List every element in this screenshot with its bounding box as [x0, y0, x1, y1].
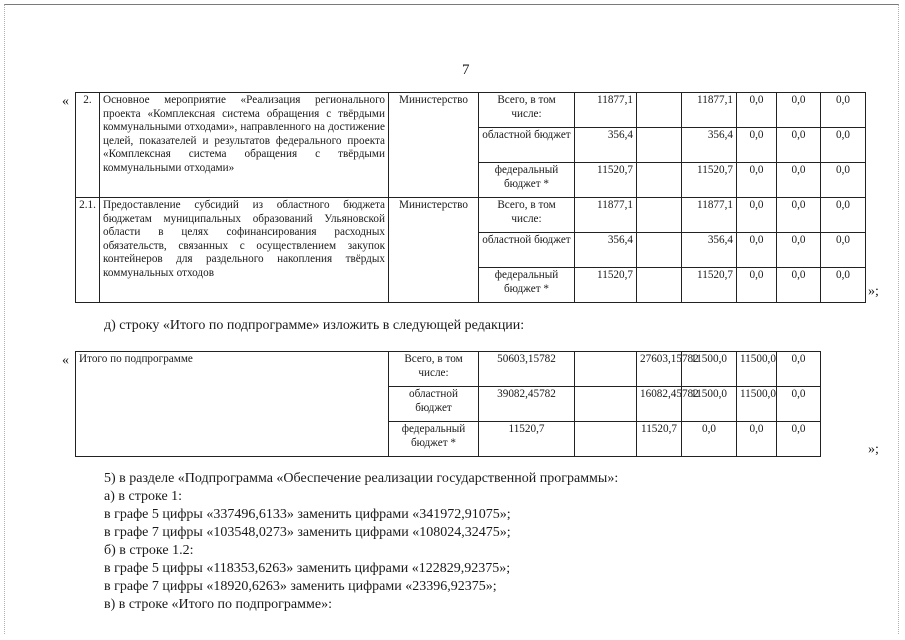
cell-year-3: 0,0	[737, 198, 777, 233]
cell-year-1	[575, 422, 637, 457]
cell-year-5: 0,0	[821, 93, 866, 128]
paragraph-line: а) в строке 1:	[104, 489, 183, 504]
cell-year-5: 0,0	[821, 233, 866, 268]
cell-year-1	[637, 93, 682, 128]
funding-source: областной бюджет	[479, 233, 575, 268]
cell-year-2: 11520,7	[682, 268, 737, 303]
cell-year-5: 0,0	[821, 198, 866, 233]
row-description: Предоставление субсидий из областного бюджета бюджетам муниципальных образований Ульяновской области в целях софинансирования расходных обязательств, связанных с осуществлением закупок контейнеров для раздельного накопления твёрдых коммунальных отходов	[100, 198, 389, 303]
cell-total: 11877,1	[575, 198, 637, 233]
page-number: 7	[462, 62, 470, 78]
cell-year-2: 16082,45782	[637, 387, 682, 422]
paragraph-line: в графе 5 цифры «118353,6263» заменить цифрами «122829,92375»;	[104, 561, 511, 576]
cell-year-4: 0,0	[737, 422, 777, 457]
cell-year-3: 0,0	[737, 128, 777, 163]
row-number: 2.	[76, 93, 100, 198]
program-table	[75, 92, 866, 303]
cell-year-1	[575, 387, 637, 422]
cell-year-5: 0,0	[777, 387, 821, 422]
row-number: 2.1.	[76, 198, 100, 303]
cell-year-3: 11500,0	[682, 387, 737, 422]
funding-source: федеральный бюджет *	[479, 163, 575, 198]
paragraph-line: в графе 7 цифры «103548,0273» заменить цифрами «108024,32475»;	[104, 525, 511, 540]
cell-year-5: 0,0	[777, 422, 821, 457]
close-quote: »;	[868, 442, 879, 457]
row-executor: Министерство	[389, 198, 479, 303]
table-row	[76, 352, 866, 387]
cell-year-2: 356,4	[682, 128, 737, 163]
cell-year-2: 27603,15782	[637, 352, 682, 387]
cell-year-4: 11500,0	[737, 387, 777, 422]
row-executor: Министерство	[389, 93, 479, 198]
funding-source: областной бюджет	[389, 387, 479, 422]
cell-year-3: 0,0	[737, 233, 777, 268]
funding-source: Всего, в том числе:	[389, 352, 479, 387]
paragraph-line: в) в строке «Итого по подпрограмме»:	[104, 597, 332, 612]
open-quote: «	[62, 94, 69, 109]
cell-year-5: 0,0	[821, 128, 866, 163]
cell-year-3: 11500,0	[682, 352, 737, 387]
subtotal-label: Итого по подпрограмме	[76, 352, 389, 457]
cell-year-5: 0,0	[821, 163, 866, 198]
cell-year-1	[637, 163, 682, 198]
cell-year-5: 0,0	[821, 268, 866, 303]
subtotal-table	[75, 351, 866, 457]
cell-year-3: 0,0	[682, 422, 737, 457]
cell-year-1	[575, 352, 637, 387]
funding-source: Всего, в том числе:	[479, 198, 575, 233]
cell-year-3: 0,0	[737, 163, 777, 198]
table-row	[76, 93, 866, 128]
cell-year-3: 0,0	[737, 268, 777, 303]
open-quote: «	[62, 353, 69, 368]
cell-year-2: 11877,1	[682, 198, 737, 233]
cell-year-5: 0,0	[777, 352, 821, 387]
cell-year-1	[637, 198, 682, 233]
paragraph-line: в графе 7 цифры «18920,6263» заменить цифрами «23396,92375»;	[104, 579, 497, 594]
cell-year-2: 11520,7	[637, 422, 682, 457]
cell-total: 356,4	[575, 233, 637, 268]
cell-year-3: 0,0	[737, 93, 777, 128]
funding-source: Всего, в том числе:	[479, 93, 575, 128]
cell-year-4: 0,0	[777, 128, 821, 163]
cell-total: 50603,15782	[479, 352, 575, 387]
cell-total: 11520,7	[575, 268, 637, 303]
table-row	[76, 198, 866, 233]
cell-total: 39082,45782	[479, 387, 575, 422]
cell-total: 11877,1	[575, 93, 637, 128]
cell-year-2: 356,4	[682, 233, 737, 268]
paragraph-line: в графе 5 цифры «337496,6133» заменить цифрами «341972,91075»;	[104, 507, 511, 522]
instruction-text: д) строку «Итого по подпрограмме» изложить в следующей редакции:	[104, 318, 525, 333]
funding-source: федеральный бюджет *	[389, 422, 479, 457]
cell-total: 356,4	[575, 128, 637, 163]
cell-year-2: 11877,1	[682, 93, 737, 128]
cell-year-2: 11520,7	[682, 163, 737, 198]
close-quote: »;	[868, 284, 879, 299]
cell-year-1	[637, 268, 682, 303]
cell-year-4: 0,0	[777, 233, 821, 268]
cell-total: 11520,7	[575, 163, 637, 198]
cell-total: 11520,7	[479, 422, 575, 457]
section-heading: 5) в разделе «Подпрограмма «Обеспечение реализации государственной программы»:	[104, 471, 619, 486]
cell-year-1	[637, 128, 682, 163]
cell-year-4: 11500,0	[737, 352, 777, 387]
cell-year-4: 0,0	[777, 268, 821, 303]
funding-source: областной бюджет	[479, 128, 575, 163]
cell-year-1	[637, 233, 682, 268]
cell-year-4: 0,0	[777, 93, 821, 128]
funding-source: федеральный бюджет *	[479, 268, 575, 303]
row-description: Основное мероприятие «Реализация регионального проекта «Комплексная система обращения с твёрдыми коммунальными отходами», направленного на достижение целей, показателей и результатов федерального проекта «Комплексная система обращения с твёрдыми коммунальными отходами»	[100, 93, 389, 198]
paragraph-line: б) в строке 1.2:	[104, 543, 194, 558]
cell-year-4: 0,0	[777, 198, 821, 233]
cell-year-4: 0,0	[777, 163, 821, 198]
